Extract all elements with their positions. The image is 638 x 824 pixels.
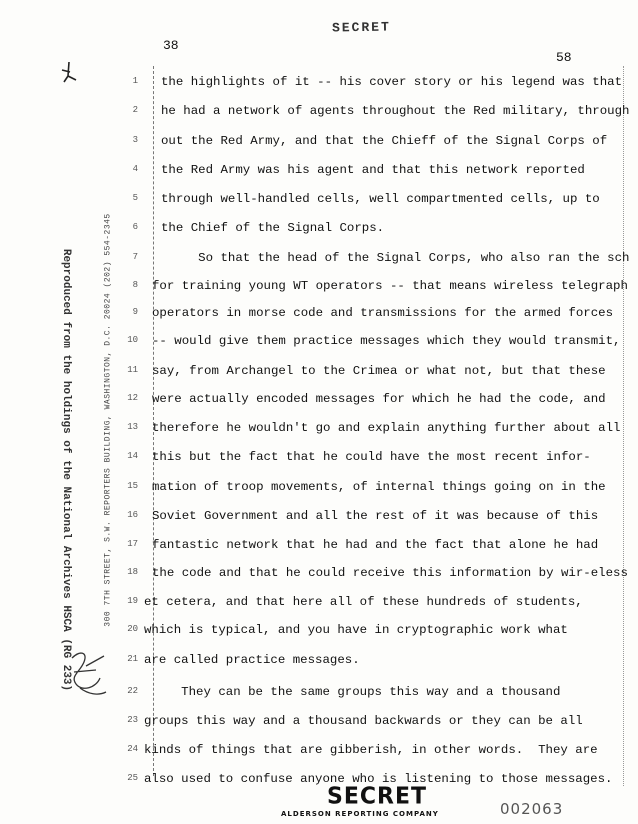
document-number: 002063: [500, 800, 564, 818]
line-number: 18: [127, 567, 138, 577]
archive-reproduction-note: Reproduced from the holdings of the National Archives HSCA (RG 233): [60, 248, 72, 692]
transcript-line: the Chief of the Signal Corps.: [161, 221, 385, 235]
line-number: 24: [127, 744, 138, 754]
transcript-line: say, from Archangel to the Crimea or what not, but that these: [152, 364, 606, 378]
line-number: 3: [132, 135, 138, 145]
transcript-line: So that the head of the Signal Corps, who also ran the sch: [161, 251, 630, 265]
line-number: 25: [127, 773, 138, 783]
transcript-line: et cetera, and that here all of these hundreds of students,: [144, 595, 583, 609]
transcript-line: were actually encoded messages for which he had the code, and: [152, 392, 606, 406]
page-number-left: 38: [163, 38, 179, 53]
transcript-line: therefore he wouldn't go and explain anything further about all: [152, 421, 621, 435]
transcript-line: which is typical, and you have in cryptographic work what: [144, 623, 568, 637]
reporting-company: ALDERSON REPORTING COMPANY: [281, 810, 439, 818]
line-number: 16: [127, 510, 138, 520]
line-number: 8: [132, 280, 138, 290]
line-number: 1: [132, 76, 138, 86]
line-number: 10: [127, 335, 138, 345]
line-number: 22: [127, 686, 138, 696]
transcript-line: this but the fact that he could have the most recent infor-: [152, 450, 591, 464]
line-number: 11: [127, 365, 138, 375]
transcript-line: mation of troop movements, of internal things going on in the: [152, 480, 606, 494]
transcript-line: -- would give them practice messages which they would transmit,: [152, 334, 621, 348]
transcript-line: kinds of things that are gibberish, in other words. They are: [144, 743, 598, 757]
transcript-line: the code and that he could receive this information by wir-eless: [152, 566, 628, 580]
page-number-right: 58: [556, 50, 572, 65]
line-number: 21: [127, 654, 138, 664]
line-number: 17: [127, 539, 138, 549]
transcript-line: also used to confuse anyone who is listening to those messages.: [144, 772, 613, 786]
line-number: 13: [127, 422, 138, 432]
line-number: 4: [132, 164, 138, 174]
transcript-line: the Red Army was his agent and that this network reported: [161, 163, 585, 177]
line-number: 7: [132, 252, 138, 262]
footer-classification-stamp: SECRET: [327, 783, 427, 810]
transcript-line: fantastic network that he had and the fact that alone he had: [152, 538, 599, 552]
right-margin-rule: [623, 66, 624, 786]
line-number: 19: [127, 596, 138, 606]
line-number: 5: [132, 193, 138, 203]
transcript-line: out the Red Army, and that the Chieff of the Signal Corps of: [161, 134, 608, 148]
transcript-line: through well-handled cells, well compartmented cells, up to: [161, 192, 600, 206]
line-number: 9: [132, 307, 138, 317]
line-number: 12: [127, 393, 138, 403]
handwritten-mark-icon: [56, 60, 82, 86]
transcript-line: groups this way and a thousand backwards or they can be all: [144, 714, 583, 728]
line-number: 6: [132, 222, 138, 232]
transcript-line: for training young WT operators -- that means wireless telegraph: [152, 279, 628, 293]
header-classification-stamp: SECRET: [331, 19, 391, 36]
line-number: 20: [127, 624, 138, 634]
transcript-line: he had a network of agents throughout the Red military, through: [161, 104, 630, 118]
transcript-line: They can be the same groups this way and a thousand: [144, 685, 561, 699]
line-number: 2: [132, 105, 138, 115]
line-number: 23: [127, 715, 138, 725]
transcript-line: the highlights of it -- his cover story or his legend was that: [161, 75, 623, 89]
handwritten-signature-icon: [66, 648, 112, 700]
reporter-address: 300 7TH STREET, S.W. REPORTERS BUILDING, WASHINGTON, D.C. 20024 (202) 554-2345: [103, 213, 113, 627]
transcript-line: Soviet Government and all the rest of it was because of this: [152, 509, 599, 523]
line-number: 15: [127, 481, 138, 491]
transcript-line: operators in morse code and transmissions for the armed forces: [152, 306, 614, 320]
line-number: 14: [127, 451, 138, 461]
transcript-line: are called practice messages.: [144, 653, 360, 667]
